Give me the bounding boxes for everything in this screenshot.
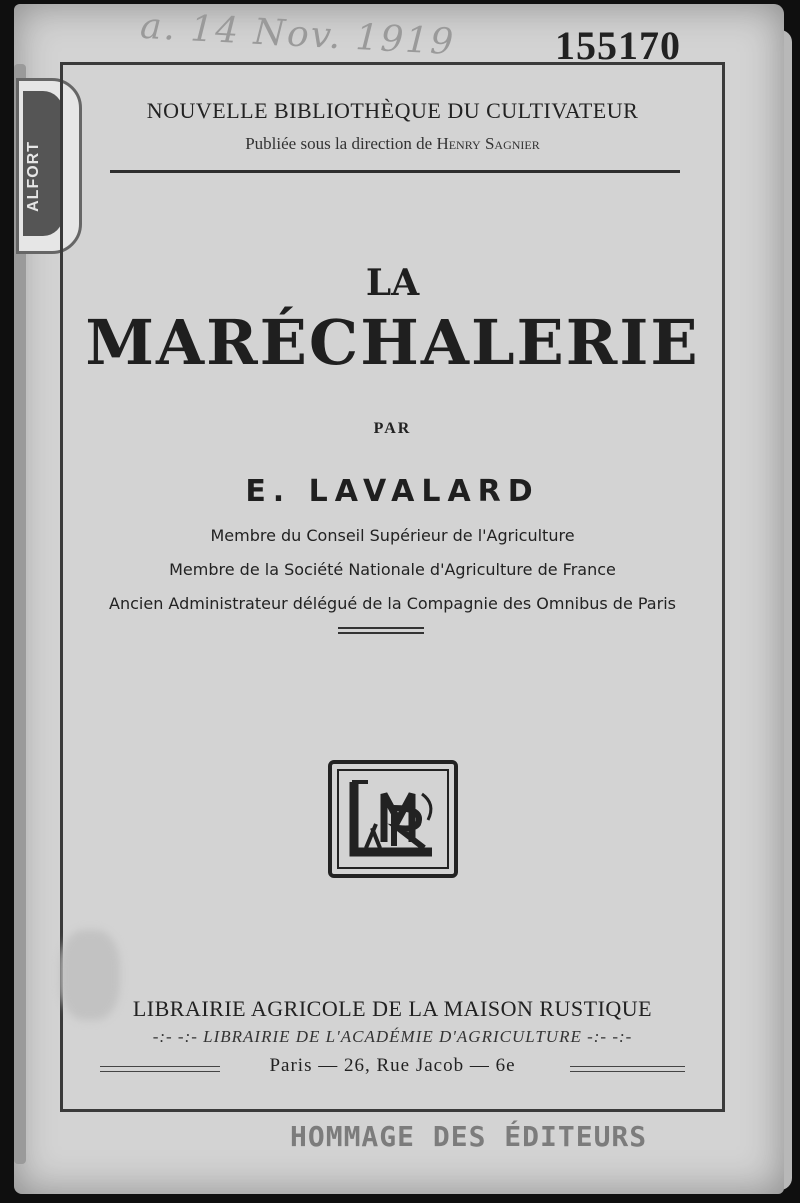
handwritten-date: a. 14 Nov. 1919	[139, 5, 457, 64]
book-title: MARÉCHALERIE	[85, 306, 700, 379]
author-credential: Membre de la Société Nationale d'Agriculture de France	[169, 560, 616, 579]
series-direction: Publiée sous la direction de Henry Sagnier	[245, 134, 540, 153]
author-credential: Ancien Administrateur délégué de la Compagnie des Omnibus de Paris	[109, 594, 676, 613]
accession-number: 155170	[555, 23, 681, 68]
title-article: LA	[365, 262, 420, 304]
publisher-monogram-icon	[332, 764, 454, 874]
donation-stamp: HOMMAGE DES ÉDITEURS	[290, 1120, 648, 1153]
double-rule	[338, 627, 424, 634]
author-name: E. LAVALARD	[245, 474, 540, 509]
series-name: NOUVELLE BIBLIOTHÈQUE DU CULTIVATEUR	[146, 98, 639, 123]
byline: PAR	[373, 420, 412, 437]
publisher-name: LIBRAIRIE AGRICOLE DE LA MAISON RUSTIQUE	[132, 996, 653, 1021]
top-rule	[110, 170, 680, 173]
publisher-mark-logo	[328, 760, 458, 878]
publisher-address: Paris — 26, Rue Jacob — 6e	[269, 1055, 516, 1076]
author-credential: Membre du Conseil Supérieur de l'Agriculture	[210, 526, 575, 545]
publisher-subline: -:- -:- LIBRAIRIE DE L'ACADÉMIE D'AGRICULTURE -:- -:-	[152, 1027, 633, 1046]
series-director: Henry Sagnier	[436, 134, 540, 153]
library-label-text: ALFORT	[25, 141, 42, 212]
cover-frame	[60, 62, 725, 1112]
